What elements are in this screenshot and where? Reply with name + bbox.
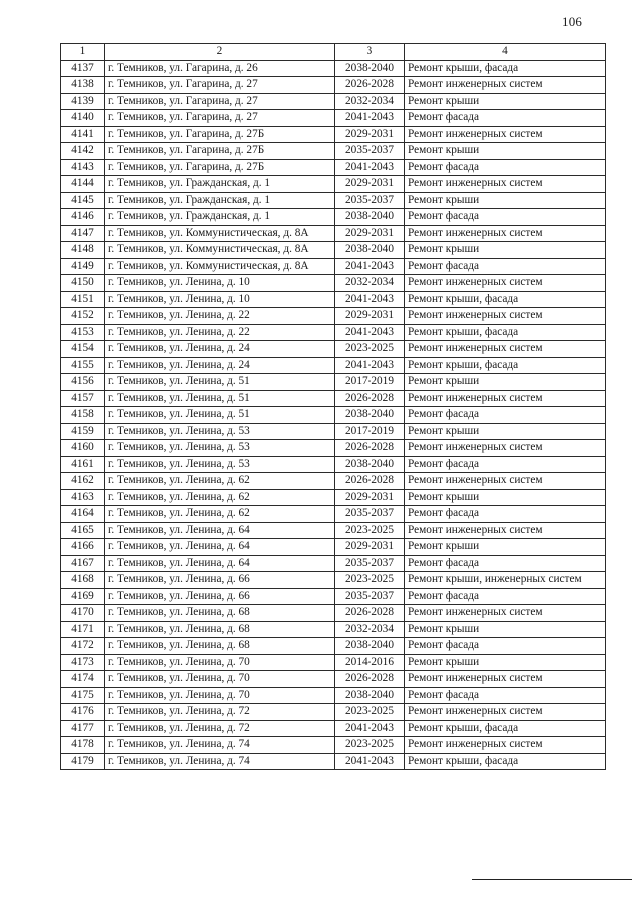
table-row	[61, 258, 606, 275]
period-cell: 2041-2043	[335, 110, 405, 127]
work-type-cell: Ремонт инженерных систем	[405, 605, 606, 622]
table-body	[61, 60, 606, 770]
period-cell: 2017-2019	[335, 374, 405, 391]
row-number-cell: 4164	[61, 506, 105, 523]
row-number-cell: 4163	[61, 489, 105, 506]
address-cell: г. Темников, ул. Ленина, д. 51	[105, 390, 335, 407]
period-cell: 2035-2037	[335, 588, 405, 605]
row-number-cell: 4175	[61, 687, 105, 704]
table-row	[61, 588, 606, 605]
period-cell: 2038-2040	[335, 242, 405, 259]
address-cell: г. Темников, ул. Ленина, д. 68	[105, 605, 335, 622]
work-type-cell: Ремонт крыши	[405, 192, 606, 209]
row-number-cell: 4158	[61, 407, 105, 424]
row-number-cell: 4150	[61, 275, 105, 292]
period-cell: 2023-2025	[335, 737, 405, 754]
address-cell: г. Темников, ул. Ленина, д. 53	[105, 456, 335, 473]
work-type-cell: Ремонт крыши, фасада	[405, 291, 606, 308]
period-cell: 2029-2031	[335, 539, 405, 556]
address-cell: г. Темников, ул. Коммунистическая, д. 8А	[105, 242, 335, 259]
period-cell: 2023-2025	[335, 704, 405, 721]
repair-schedule-table	[60, 43, 606, 770]
table-header-row	[61, 44, 606, 61]
work-type-cell: Ремонт фасада	[405, 456, 606, 473]
table-row	[61, 291, 606, 308]
address-cell: г. Темников, ул. Ленина, д. 62	[105, 473, 335, 490]
table-row	[61, 60, 606, 77]
address-cell: г. Темников, ул. Ленина, д. 22	[105, 308, 335, 325]
row-number-cell: 4156	[61, 374, 105, 391]
work-type-cell: Ремонт крыши, фасада	[405, 753, 606, 770]
address-cell: г. Темников, ул. Ленина, д. 68	[105, 621, 335, 638]
work-type-cell: Ремонт инженерных систем	[405, 176, 606, 193]
address-cell: г. Темников, ул. Ленина, д. 72	[105, 704, 335, 721]
row-number-cell: 4177	[61, 720, 105, 737]
period-cell: 2032-2034	[335, 275, 405, 292]
period-cell: 2035-2037	[335, 506, 405, 523]
period-cell: 2026-2028	[335, 77, 405, 94]
row-number-cell: 4176	[61, 704, 105, 721]
row-number-cell: 4144	[61, 176, 105, 193]
table-row	[61, 192, 606, 209]
table-row	[61, 737, 606, 754]
work-type-cell: Ремонт фасада	[405, 506, 606, 523]
period-cell: 2017-2019	[335, 423, 405, 440]
table-row	[61, 209, 606, 226]
address-cell: г. Темников, ул. Ленина, д. 53	[105, 423, 335, 440]
row-number-cell: 4155	[61, 357, 105, 374]
period-cell: 2041-2043	[335, 720, 405, 737]
period-cell: 2035-2037	[335, 143, 405, 160]
row-number-cell: 4161	[61, 456, 105, 473]
period-cell: 2026-2028	[335, 605, 405, 622]
address-cell: г. Темников, ул. Ленина, д. 74	[105, 737, 335, 754]
address-cell: г. Темников, ул. Ленина, д. 68	[105, 638, 335, 655]
row-number-cell: 4138	[61, 77, 105, 94]
period-cell: 2026-2028	[335, 440, 405, 457]
period-cell: 2041-2043	[335, 324, 405, 341]
column-header-number: 1	[61, 44, 105, 61]
work-type-cell: Ремонт крыши, фасада	[405, 324, 606, 341]
work-type-cell: Ремонт крыши	[405, 242, 606, 259]
column-header-address: 2	[105, 44, 335, 61]
page-number: 106	[562, 14, 583, 29]
period-cell: 2032-2034	[335, 93, 405, 110]
address-cell: г. Темников, ул. Ленина, д. 22	[105, 324, 335, 341]
work-type-cell: Ремонт крыши	[405, 423, 606, 440]
table-row	[61, 654, 606, 671]
row-number-cell: 4147	[61, 225, 105, 242]
work-type-cell: Ремонт фасада	[405, 687, 606, 704]
table-row	[61, 126, 606, 143]
table-row	[61, 374, 606, 391]
address-cell: г. Темников, ул. Ленина, д. 24	[105, 357, 335, 374]
table-row	[61, 539, 606, 556]
work-type-cell: Ремонт фасада	[405, 555, 606, 572]
address-cell: г. Темников, ул. Гагарина, д. 26	[105, 60, 335, 77]
work-type-cell: Ремонт инженерных систем	[405, 737, 606, 754]
row-number-cell: 4167	[61, 555, 105, 572]
row-number-cell: 4152	[61, 308, 105, 325]
work-type-cell: Ремонт крыши	[405, 93, 606, 110]
period-cell: 2041-2043	[335, 258, 405, 275]
table-row	[61, 440, 606, 457]
period-cell: 2029-2031	[335, 126, 405, 143]
address-cell: г. Темников, ул. Ленина, д. 64	[105, 539, 335, 556]
address-cell: г. Темников, ул. Ленина, д. 70	[105, 654, 335, 671]
row-number-cell: 4142	[61, 143, 105, 160]
table-row	[61, 110, 606, 127]
period-cell: 2041-2043	[335, 159, 405, 176]
work-type-cell: Ремонт инженерных систем	[405, 473, 606, 490]
work-type-cell: Ремонт инженерных систем	[405, 275, 606, 292]
period-cell: 2038-2040	[335, 638, 405, 655]
work-type-cell: Ремонт крыши	[405, 539, 606, 556]
address-cell: г. Темников, ул. Ленина, д. 10	[105, 275, 335, 292]
row-number-cell: 4154	[61, 341, 105, 358]
address-cell: г. Темников, ул. Гагарина, д. 27Б	[105, 159, 335, 176]
period-cell: 2032-2034	[335, 621, 405, 638]
work-type-cell: Ремонт инженерных систем	[405, 341, 606, 358]
work-type-cell: Ремонт крыши, фасада	[405, 60, 606, 77]
period-cell: 2023-2025	[335, 341, 405, 358]
period-cell: 2029-2031	[335, 225, 405, 242]
table-row	[61, 555, 606, 572]
work-type-cell: Ремонт инженерных систем	[405, 522, 606, 539]
row-number-cell: 4159	[61, 423, 105, 440]
address-cell: г. Темников, ул. Ленина, д. 51	[105, 407, 335, 424]
address-cell: г. Темников, ул. Ленина, д. 74	[105, 753, 335, 770]
row-number-cell: 4160	[61, 440, 105, 457]
address-cell: г. Темников, ул. Ленина, д. 62	[105, 506, 335, 523]
period-cell: 2041-2043	[335, 357, 405, 374]
period-cell: 2038-2040	[335, 687, 405, 704]
address-cell: г. Темников, ул. Ленина, д. 64	[105, 555, 335, 572]
work-type-cell: Ремонт инженерных систем	[405, 126, 606, 143]
row-number-cell: 4162	[61, 473, 105, 490]
table-row	[61, 423, 606, 440]
row-number-cell: 4179	[61, 753, 105, 770]
address-cell: г. Темников, ул. Ленина, д. 70	[105, 671, 335, 688]
work-type-cell: Ремонт инженерных систем	[405, 704, 606, 721]
address-cell: г. Темников, ул. Гагарина, д. 27	[105, 77, 335, 94]
period-cell: 2026-2028	[335, 473, 405, 490]
work-type-cell: Ремонт инженерных систем	[405, 390, 606, 407]
period-cell: 2041-2043	[335, 291, 405, 308]
address-cell: г. Темников, ул. Ленина, д. 51	[105, 374, 335, 391]
row-number-cell: 4157	[61, 390, 105, 407]
period-cell: 2038-2040	[335, 209, 405, 226]
table-row	[61, 522, 606, 539]
row-number-cell: 4149	[61, 258, 105, 275]
address-cell: г. Темников, ул. Коммунистическая, д. 8А	[105, 225, 335, 242]
work-type-cell: Ремонт фасада	[405, 159, 606, 176]
row-number-cell: 4169	[61, 588, 105, 605]
table-row	[61, 407, 606, 424]
work-type-cell: Ремонт крыши, инженерных систем	[405, 572, 606, 589]
work-type-cell: Ремонт фасада	[405, 110, 606, 127]
address-cell: г. Темников, ул. Гражданская, д. 1	[105, 192, 335, 209]
address-cell: г. Темников, ул. Ленина, д. 62	[105, 489, 335, 506]
work-type-cell: Ремонт инженерных систем	[405, 671, 606, 688]
table-row	[61, 704, 606, 721]
table-row	[61, 324, 606, 341]
work-type-cell: Ремонт фасада	[405, 407, 606, 424]
row-number-cell: 4148	[61, 242, 105, 259]
address-cell: г. Темников, ул. Гагарина, д. 27	[105, 93, 335, 110]
work-type-cell: Ремонт инженерных систем	[405, 440, 606, 457]
period-cell: 2041-2043	[335, 753, 405, 770]
address-cell: г. Темников, ул. Гагарина, д. 27	[105, 110, 335, 127]
work-type-cell: Ремонт крыши	[405, 374, 606, 391]
table-row	[61, 143, 606, 160]
period-cell: 2038-2040	[335, 60, 405, 77]
work-type-cell: Ремонт инженерных систем	[405, 225, 606, 242]
period-cell: 2029-2031	[335, 489, 405, 506]
address-cell: г. Темников, ул. Гражданская, д. 1	[105, 176, 335, 193]
table-row	[61, 638, 606, 655]
table-row	[61, 93, 606, 110]
row-number-cell: 4153	[61, 324, 105, 341]
row-number-cell: 4143	[61, 159, 105, 176]
table-row	[61, 621, 606, 638]
period-cell: 2026-2028	[335, 671, 405, 688]
table-row	[61, 605, 606, 622]
table-row	[61, 720, 606, 737]
row-number-cell: 4141	[61, 126, 105, 143]
address-cell: г. Темников, ул. Ленина, д. 72	[105, 720, 335, 737]
table-row	[61, 225, 606, 242]
table-row	[61, 390, 606, 407]
period-cell: 2023-2025	[335, 522, 405, 539]
address-cell: г. Темников, ул. Коммунистическая, д. 8А	[105, 258, 335, 275]
table-row	[61, 506, 606, 523]
table-row	[61, 357, 606, 374]
period-cell: 2038-2040	[335, 407, 405, 424]
address-cell: г. Темников, ул. Гагарина, д. 27Б	[105, 143, 335, 160]
address-cell: г. Темников, ул. Ленина, д. 70	[105, 687, 335, 704]
address-cell: г. Темников, ул. Ленина, д. 24	[105, 341, 335, 358]
address-cell: г. Темников, ул. Гагарина, д. 27Б	[105, 126, 335, 143]
row-number-cell: 4172	[61, 638, 105, 655]
table-row	[61, 489, 606, 506]
period-cell: 2014-2016	[335, 654, 405, 671]
row-number-cell: 4165	[61, 522, 105, 539]
row-number-cell: 4171	[61, 621, 105, 638]
table-row	[61, 572, 606, 589]
row-number-cell: 4139	[61, 93, 105, 110]
address-cell: г. Темников, ул. Ленина, д. 10	[105, 291, 335, 308]
row-number-cell: 4168	[61, 572, 105, 589]
row-number-cell: 4145	[61, 192, 105, 209]
work-type-cell: Ремонт крыши	[405, 621, 606, 638]
period-cell: 2035-2037	[335, 555, 405, 572]
row-number-cell: 4151	[61, 291, 105, 308]
address-cell: г. Темников, ул. Ленина, д. 66	[105, 588, 335, 605]
footer-divider	[472, 879, 632, 880]
row-number-cell: 4146	[61, 209, 105, 226]
row-number-cell: 4140	[61, 110, 105, 127]
period-cell: 2026-2028	[335, 390, 405, 407]
table-row	[61, 242, 606, 259]
work-type-cell: Ремонт крыши, фасада	[405, 720, 606, 737]
table-row	[61, 687, 606, 704]
table-row	[61, 275, 606, 292]
row-number-cell: 4166	[61, 539, 105, 556]
row-number-cell: 4170	[61, 605, 105, 622]
work-type-cell: Ремонт крыши	[405, 654, 606, 671]
address-cell: г. Темников, ул. Ленина, д. 53	[105, 440, 335, 457]
period-cell: 2029-2031	[335, 176, 405, 193]
row-number-cell: 4174	[61, 671, 105, 688]
period-cell: 2038-2040	[335, 456, 405, 473]
work-type-cell: Ремонт инженерных систем	[405, 308, 606, 325]
work-type-cell: Ремонт крыши, фасада	[405, 357, 606, 374]
period-cell: 2023-2025	[335, 572, 405, 589]
work-type-cell: Ремонт фасада	[405, 258, 606, 275]
work-type-cell: Ремонт фасада	[405, 638, 606, 655]
row-number-cell: 4178	[61, 737, 105, 754]
address-cell: г. Темников, ул. Ленина, д. 64	[105, 522, 335, 539]
table-row	[61, 176, 606, 193]
address-cell: г. Темников, ул. Гражданская, д. 1	[105, 209, 335, 226]
column-header-period: 3	[335, 44, 405, 61]
work-type-cell: Ремонт фасада	[405, 588, 606, 605]
table-row	[61, 341, 606, 358]
address-cell: г. Темников, ул. Ленина, д. 66	[105, 572, 335, 589]
table-row	[61, 753, 606, 770]
work-type-cell: Ремонт фасада	[405, 209, 606, 226]
work-type-cell: Ремонт крыши	[405, 143, 606, 160]
table-row	[61, 77, 606, 94]
table-row	[61, 456, 606, 473]
work-type-cell: Ремонт крыши	[405, 489, 606, 506]
column-header-work-type: 4	[405, 44, 606, 61]
row-number-cell: 4173	[61, 654, 105, 671]
table-row	[61, 671, 606, 688]
work-type-cell: Ремонт инженерных систем	[405, 77, 606, 94]
period-cell: 2035-2037	[335, 192, 405, 209]
table-row	[61, 159, 606, 176]
period-cell: 2029-2031	[335, 308, 405, 325]
table-row	[61, 473, 606, 490]
row-number-cell: 4137	[61, 60, 105, 77]
table-row	[61, 308, 606, 325]
